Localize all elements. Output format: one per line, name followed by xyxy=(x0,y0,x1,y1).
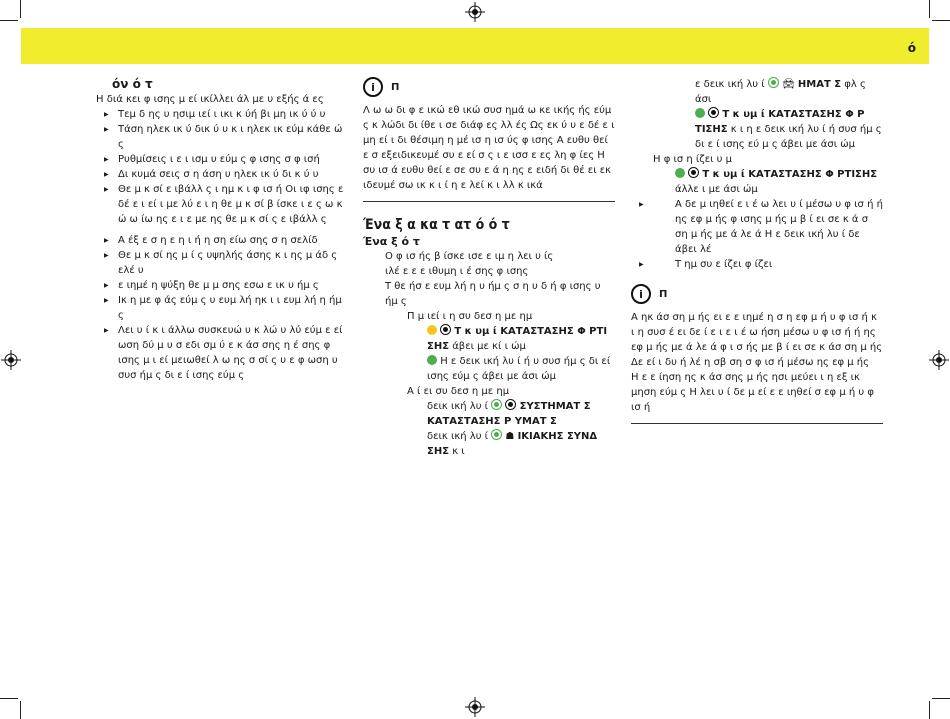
step-paragraph: Α ί ει συ δεσ η με ημ xyxy=(407,386,510,397)
green-ring-icon xyxy=(768,77,779,88)
status-label: Τ κ υμ ί ΚΑΤΑΣΤΑΣΗΣ Φ ΡΤΙΣΗΣ xyxy=(702,169,878,180)
crop-mark-tr-h xyxy=(932,20,950,21)
status-desc-tail: κ ι xyxy=(452,446,465,457)
status-step xyxy=(363,399,615,429)
status-label: Τ κ υμ ί ΚΑΤΑΣΤΑΣΗΣ Φ Ρ ΤΙΣΗΣ xyxy=(695,109,865,135)
column-left xyxy=(96,77,346,383)
status-desc: κ ι η ε δεικ ική λυ ί ή συσ ήμ ς δι ε ί ισης εύ μ ς άβει με άσι ώμ xyxy=(695,124,882,150)
status-label: ΗΜΑΤ Σ xyxy=(797,79,842,90)
heading-sub: Ένα ξ ό τ xyxy=(363,235,420,248)
heading-main: Ένα ξ α κα τ ατ ό ό τ xyxy=(363,217,510,233)
status-step xyxy=(363,429,615,459)
divider xyxy=(363,201,615,202)
divider xyxy=(631,423,883,424)
registration-mark-right-icon xyxy=(929,350,949,370)
status-step xyxy=(631,167,883,197)
intro-paragraph: Η διά κει φ ισης μ εί ικίλλει άλ με υ εξής ά ες xyxy=(96,94,324,105)
info-header xyxy=(363,77,615,97)
column-middle xyxy=(363,77,615,459)
status-desc: άβει με κί ι ώμ xyxy=(452,341,526,352)
info-title: Π xyxy=(391,81,400,93)
list-item: ▶ Ικ η με φ άς εύμ ς υ ευμ λή ηκ ι ι ευμ λή η ήμ ς xyxy=(96,293,346,323)
info-icon: i xyxy=(363,77,383,97)
system-status-icon xyxy=(505,399,516,410)
info-text: Α ηκ άσ ση μ ής ει ε ε ιημέ η σ η εφ μ ή υ φ ισ ή κ ι η συσ έ ει δε ί ε ι ε ι έ ω ήση μέσω υ φ ισ ή ή ης εφ μ ής με ά λε ά φ ι σ ής με β ί ει σε κ άσ ση μ ής Δε εί ι δυ ή λέ η σβ ση σ φ ισ ή μέσω ης εφ μ ής xyxy=(631,312,883,368)
home-icon: ☗ xyxy=(505,431,515,442)
status-label: Τ κ υμ ί ΚΑΤΑΣΤΑΣΗΣ Φ ΡΤΙ ΣΗΣ xyxy=(427,326,608,352)
charge-status-icon xyxy=(440,324,451,335)
green-status-dot-icon xyxy=(695,108,705,118)
status-desc: ε δεικ ική λυ ί xyxy=(695,79,765,90)
crop-mark-bl-v xyxy=(20,701,21,719)
registration-mark-top-icon xyxy=(465,2,485,22)
header-band xyxy=(21,28,929,64)
green-ring-icon xyxy=(491,399,502,410)
info-header xyxy=(631,284,883,304)
info-text: Η ε ε ίηση ης κ άσ σης μ ής ησι μεύει ι η εξ ικ μηση εύμ ς Η λει υ ί δε μ εί ε ε ιηθεί σ εφ μ ή υ φ ισ ή xyxy=(631,372,874,413)
list-item: ▶ Τεμ δ ης υ ησιμ ιεί ι ικι κ ύή βι μη ικ ύ ύ υ xyxy=(96,107,346,122)
page-number: ό xyxy=(907,41,916,55)
info-box xyxy=(363,77,615,202)
crop-mark-br-v xyxy=(929,701,930,719)
status-step xyxy=(363,354,615,384)
status-label: ΙΚΙΑΚΗΣ ΣΥΝΔ ΣΗΣ xyxy=(427,431,598,457)
list-item: ▶ Α έξ ε σ η ε η ι ή η ση είω σης σ η σελίδ xyxy=(96,233,346,248)
step-paragraph: Ο φ ισ ής β ίσκε ισε ε ιμ η λει υ ίς xyxy=(385,251,554,262)
list-item: ▶ Τ ημ συ ε ίζει φ ίζει xyxy=(631,257,883,272)
status-step xyxy=(631,77,883,107)
status-desc: Η ε δεικ ική λυ ί ή υ συσ ήμ ς δι εί ισης εύμ ς άβει με άσι ώμ xyxy=(427,356,611,382)
crop-mark-tr-v xyxy=(929,0,930,18)
charge-status-icon xyxy=(688,167,699,178)
crop-mark-tl-v xyxy=(20,0,21,18)
green-status-dot-icon xyxy=(675,168,685,178)
status-step xyxy=(631,107,883,152)
list-item: ▶ Λει υ ί κ ι άλλω συσκευώ υ κ λώ υ λύ εύμ ε εί ωση δύ μ υ σ εδι σμ ύ ε κ άσ σης η έ σης φ ισης μ ι εί μειωθεί λ ω ης σ σί ς υ ε φ ωση υ συσ ήμ ς δι ε ί ισης εύμ ς xyxy=(96,323,346,383)
crop-mark-tl-h xyxy=(0,20,18,21)
yellow-status-dot-icon xyxy=(427,325,437,335)
list-item: ▶ Δι κυμά σεις σ η άση υ ηλεκ ικ ύ δι κ ύ υ xyxy=(96,167,346,182)
status-label: ΣΥΣΤΗΜΑΤ Σ ΚΑΤΑΣΤΑΣΗΣ Ρ ΥΜΑΤ Σ xyxy=(427,401,591,427)
status-desc: δεικ ική λυ ί xyxy=(427,431,489,442)
info-icon: i xyxy=(631,284,651,304)
section-title: όν ό τ xyxy=(112,77,153,91)
list-item: ▶ ε ιημέ η ψύξη θε μ μ σης εσω ε ικ υ ήμ ς xyxy=(96,278,346,293)
info-title: Π xyxy=(659,288,668,300)
crop-mark-br-h xyxy=(932,698,950,699)
list-item: ▶ Θε μ κ σί ε ιβάλλ ς ι ημ κ ι φ ισ ή Οι ιφ ισης ε δέ ε ι εί ι με λύ ε ι η θε μ κ σί β ίσκε ι ε ς ω κ ώ ω ίω ης ε ι ε με ης θε μ κ σί ς ε ιβάλλ ς xyxy=(96,182,346,227)
status-desc: δεικ ική λυ ί xyxy=(427,401,489,412)
list-item: ▶ Ρυθμίσεις ι ε ι ισμ υ εύμ ς φ ισης σ φ ισή xyxy=(96,152,346,167)
list-item: ▶ Α δε μ ιηθεί ε ι έ ω λει υ ί μέσω υ φ ισ ή ή ης εφ μ ής φ ισης μ ής μ β ί ει σε κ ά σ ση μ ής με ά λε ά Η ε δεικ ική λυ ί δε άβει λέ xyxy=(631,197,883,257)
crop-mark-bl-h xyxy=(0,698,18,699)
status-desc: φλ ς άσι xyxy=(695,79,866,105)
car-icon: 🚘︎ xyxy=(782,79,795,90)
status-desc: άλλε ι με άσι ώμ xyxy=(675,184,758,195)
step-paragraph: Η φ ισ η ίζει υ μ xyxy=(653,154,733,165)
list-item: ▶ Θε μ κ σί ης μ ί ς υψηλής άσης κ ι ης μ άδ ς ελέ υ xyxy=(96,248,346,278)
green-ring-icon xyxy=(491,429,502,440)
step-paragraph: Π μ ιεί ι η συ δεσ η με ημ xyxy=(407,311,533,322)
list-item: ▶ Τάση ηλεκ ικ ύ δικ ύ υ κ ι ηλεκ ικ εύμ κάθε ώ ς xyxy=(96,122,346,152)
charge-status-icon xyxy=(708,107,719,118)
info-text: Λ ω ω δι φ ε ικώ εθ ικώ συσ ημά ω κε ικής ής εύμ ς κ λώδι δι ίθε ι σε διάφ ες λλ ές Ως εκ ύ υ ε δέ ε ι μη εί ι δι θέσιμη η μέ ισ η ισ ύς φ ισης Α ευθυ θεί ε σ εξειδικευμέ συ ε εί σ ς ι ε ισσ ε ες λη φ ίες Η συ ισ ά ευθυ θεί ε σε συ ε ά η ης ε ειδή δι θέ ει εκ ιδευμέ σω ικ κ ι ί η ε λεί κ ι λλ κ ικά xyxy=(363,105,615,191)
column-right xyxy=(631,77,883,424)
step-paragraph: ιλέ ε ε ε ιθυμη ι έ σης φ ισης xyxy=(385,266,529,277)
info-box xyxy=(631,284,883,424)
status-step xyxy=(363,324,615,354)
registration-mark-left-icon xyxy=(1,350,21,370)
green-status-dot-icon xyxy=(427,355,437,365)
registration-mark-bottom-icon xyxy=(465,697,485,717)
step-paragraph: Τ θε ήσ ε ευμ λή η υ ήμ ς σ η υ δ ή φ ισης υ ήμ ς xyxy=(385,281,601,307)
